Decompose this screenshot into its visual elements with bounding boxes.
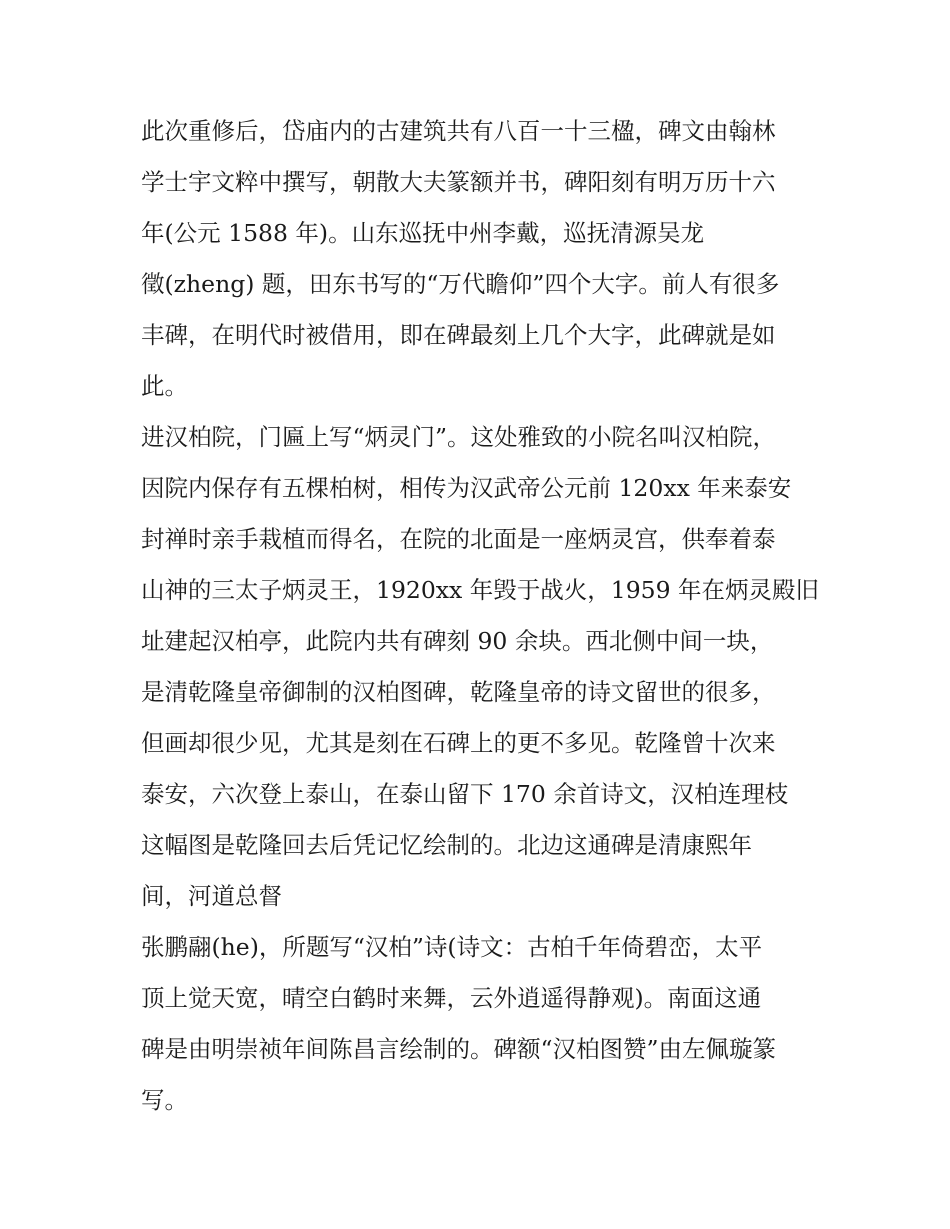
text-line: 址建起汉柏亭，此院内共有碑刻 90 余块。西北侧中间一块， <box>141 627 774 655</box>
text-line: 学士宇文粹中撰写，朝散大夫篆额并书，碑阳刻有明万历十六 <box>141 168 776 196</box>
text-line: 这幅图是乾隆回去后凭记忆绘制的。北边这通碑是清康熙年 <box>141 831 752 859</box>
text-line: 因院内保存有五棵柏树，相传为汉武帝公元前 120xx 年来泰安 <box>141 474 792 502</box>
text-line: 丰碑，在明代时被借用，即在碑最刻上几个大字，此碑就是如 <box>141 321 776 349</box>
text-line: 张鹏翮(he)，所题写“汉柏”诗(诗文：古柏千年倚碧峦，太平 <box>141 933 763 961</box>
text-line: 徵(zheng) 题，田东书写的“万代瞻仰”四个大字。前人有很多 <box>141 270 780 298</box>
text-line: 但画却很少见，尤其是刻在石碑上的更不多见。乾隆曾十次来 <box>141 729 776 757</box>
text-line: 是清乾隆皇帝御制的汉柏图碑，乾隆皇帝的诗文留世的很多， <box>141 678 776 706</box>
text-line: 顶上觉天宽，晴空白鹤时来舞，云外逍遥得静观)。南面这通 <box>141 984 762 1012</box>
text-line: 年(公元 1588 年)。山东巡抚中州李戴，巡抚清源吴龙 <box>141 219 705 247</box>
text-line: 此次重修后，岱庙内的古建筑共有八百一十三楹，碑文由翰林 <box>141 117 776 145</box>
text-line: 封禅时亲手栽植而得名，在院的北面是一座炳灵宫，供奉着泰 <box>141 525 776 553</box>
text-line: 间，河道总督 <box>141 882 282 910</box>
text-line: 泰安，六次登上泰山，在泰山留下 170 余首诗文，汉柏连理枝 <box>141 780 789 808</box>
text-line: 进汉柏院，门匾上写“炳灵门”。这处雅致的小院名叫汉柏院， <box>141 423 777 451</box>
text-line: 碑是由明崇祯年间陈昌言绘制的。碑额“汉柏图赞”由左佩璇篆 <box>141 1035 777 1063</box>
body-text <box>141 106 821 1126</box>
text-line: 此。 <box>141 372 188 400</box>
text-line: 山神的三太子炳灵王，1920xx 年毁于战火，1959 年在炳灵殿旧 <box>141 576 820 604</box>
text-line: 写。 <box>141 1086 188 1114</box>
